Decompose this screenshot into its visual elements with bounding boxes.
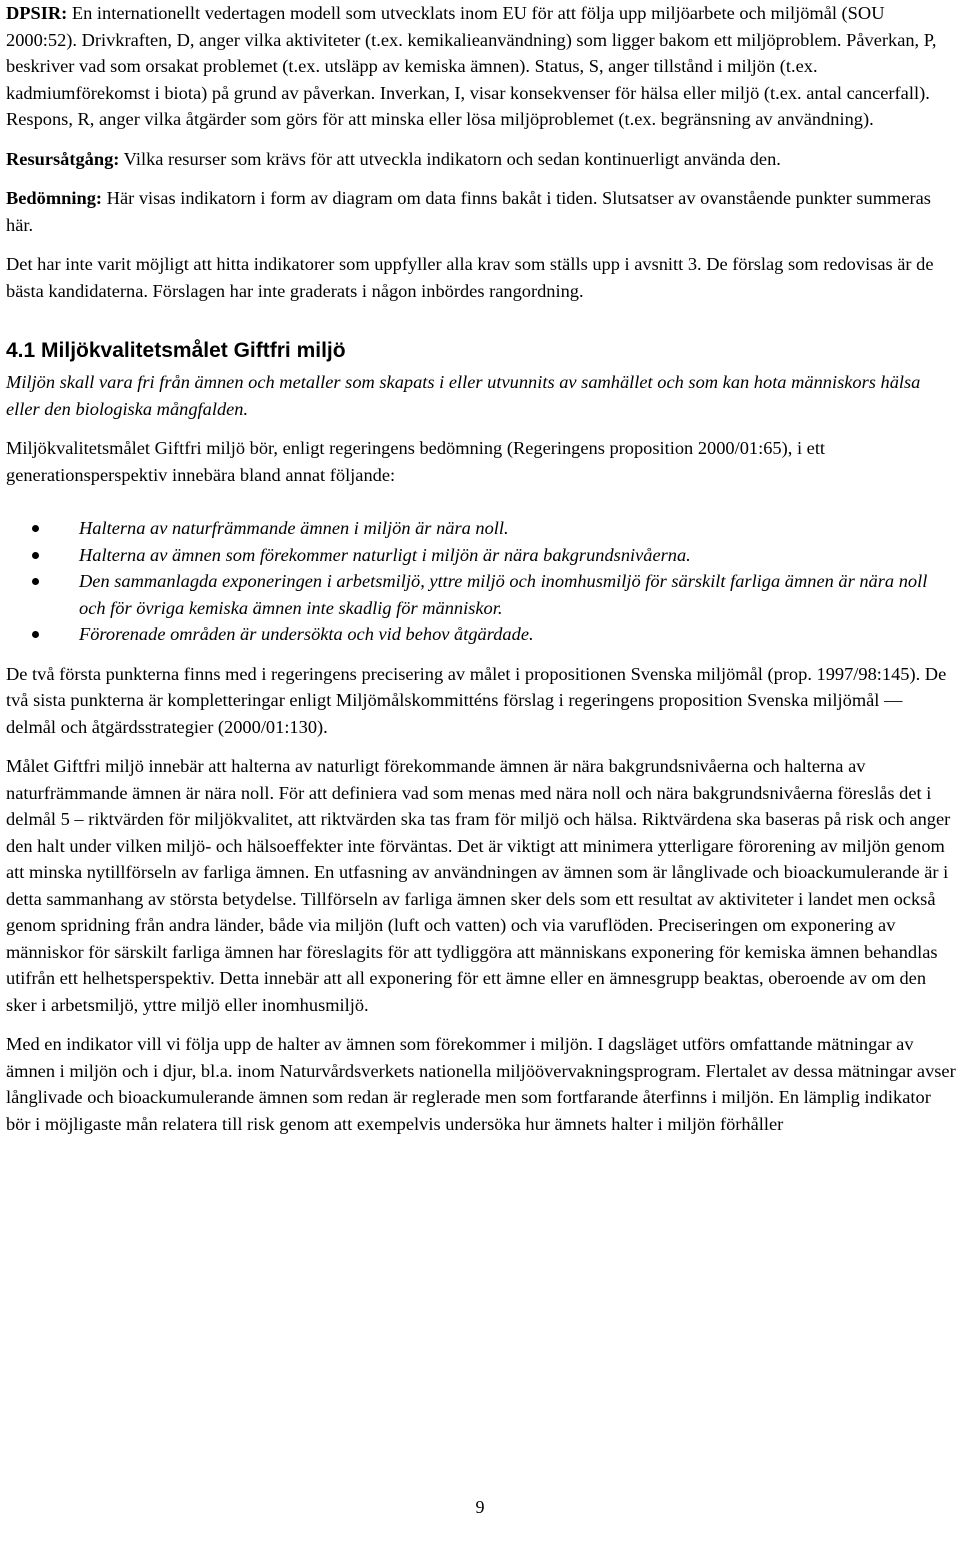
malet-paragraph: Målet Giftfri miljö innebär att halterna av naturligt förekommande ämnen är nära bakgrundsnivåerna och halterna av naturfrämmande ämnen är nära noll. För att definiera vad som menas med nära noll och nära bakgrundsnivåerna föreslås det i delmål 5 – riktvärden för miljökvalitet, att riktvärden ska tas fram för miljö och hälsa. Riktvärdena ska baseras på risk och anger den halt under vilken miljö- och hälsoeffekter inte förväntas. Det är viktigt att minimera ytterligare förorening av miljön genom att minska nytillförseln av farliga ämnen. En utfasning av användningen av ämnen som är långlivade och bioackumulerande är i detta sammanhang av största betydelse. Tillförseln av farliga ämnen sker dels som ett resultat av aktiviteter i landet men också genom spridning från andra länder, både via miljön (luft och vatten) och via varuflöden. Preciseringen om exponering av människor för särskilt farliga ämnen har föreslagits för att tydliggöra att människans exponering för kemiska ämnen behandlas utifrån ett helhetsperspektiv. Detta innebär att all exponering för ett ämne eller en ämnesgrupp beaktas, oberoende av om den sker i arbetsmiljö, yttre miljö eller inomhusmiljö.: [6, 756, 951, 1015]
resursatgang-paragraph: [6, 146, 956, 173]
indikator-paragraph: Med en indikator vill vi följa upp de halter av ämnen som förekommer i miljön. I dagsläget utförs omfattande mätningar av ämnen i miljön och i djur, bl.a. inom Naturvårdsverkets nationella miljöövervakningsprogram. Flertalet av dessa mätningar avser långlivade och bioackumulerande ämnen som redan är reglerade men som fortfarande återfinns i miljön. En lämplig indikator bör i möjligaste mån relatera till risk genom att exempelvis undersöka hur ämnets halter i miljön förhåller: [6, 1034, 956, 1134]
bullet-icon: [32, 525, 39, 532]
resursatgang-text: Vilka resurser som krävs för att utveckla indikatorn och sedan kontinuerligt använda den.: [119, 148, 781, 169]
note-paragraph: Det har inte varit möjligt att hitta indikatorer som uppfyller alla krav som ställs upp i avsnitt 3. De förslag som redovisas är de bästa kandidaterna. Förslagen har inte graderats i någon inbördes rangordning.: [6, 254, 934, 301]
government-intro-paragraph: Miljökvalitetsmålet Giftfri miljö bör, enligt regeringens bedömning (Regeringens proposition 2000/01:65), i ett generationsperspektiv innebära bland annat följande:: [6, 438, 826, 485]
bedomning-term: Bedömning:: [6, 188, 103, 208]
dpsir-text: En internationellt vedertagen modell som utvecklats inom EU för att följa upp miljöarbete och miljömål (SOU 2000:52). Drivkraften, D, anger vilka aktiviteter (t.ex. kemikalieanvändning) som ligger bakom ett miljöproblem. Påverkan, P, beskriver vad som orsakat problemet (t.ex. utsläpp av kemiska ämnen). Status, S, anger tillstånd i miljön (t.ex. kadmiumförekomst i biota) på grund av påverkan. Inverkan, I, visar konsekvenser för hälsa eller miljö (t.ex. antal cancerfall). Respons, R, anger vilka åtgärder som görs för att minska eller lösa miljöproblemet (t.ex. begränsning av användning).: [6, 3, 937, 129]
bullet-icon: [32, 578, 39, 585]
bedomning-text: Här visas indikatorn i form av diagram om data finns bakåt i tiden. Slutsatser av ovanstående punkter summeras här.: [6, 188, 931, 235]
two-points-paragraph: De två första punkterna finns med i regeringens precisering av målet i propositionen Svenska miljömål (prop. 1997/98:145). De två sista punkterna är kompletteringar enligt Miljömålskommitténs förslag i regeringens proposition Svenska miljömål — delmål och åtgärdsstrategier (2000/01:130).: [6, 663, 947, 737]
list-item: [6, 621, 956, 648]
list-item-text: Halterna av naturfrämmande ämnen i miljön är nära noll.: [79, 518, 509, 538]
bullet-icon: [32, 552, 39, 559]
list-item-text: Halterna av ämnen som förekommer naturligt i miljön är nära bakgrundsnivåerna.: [79, 544, 691, 565]
section-heading: 4.1 Miljökvalitetsmålet Giftfri miljö: [6, 339, 346, 362]
bedomning-paragraph: [6, 185, 956, 238]
dpsir-term: DPSIR:: [6, 3, 68, 23]
goal-statement: Miljön skall vara fri från ämnen och metaller som skapats i eller utvunnits av samhället och som kan hota människors hälsa eller den biologiska mångfalden.: [6, 372, 921, 419]
goal-bullet-list: [6, 515, 956, 648]
resursatgang-term: Resursåtgång:: [6, 148, 120, 169]
dpsir-paragraph: [6, 0, 956, 133]
list-item-text: Den sammanlagda exponeringen i arbetsmiljö, yttre miljö och inomhusmiljö för särskilt farliga ämnen är nära noll och för övriga kemiska ämnen inte skadlig för människor.: [79, 571, 928, 618]
list-item: [6, 542, 956, 569]
bullet-icon: [32, 631, 39, 638]
page-number: 9: [475, 1497, 485, 1517]
list-item-text: Förorenade områden är undersökta och vid behov åtgärdade.: [79, 624, 534, 644]
list-item: [6, 568, 956, 621]
list-item: [6, 515, 956, 542]
